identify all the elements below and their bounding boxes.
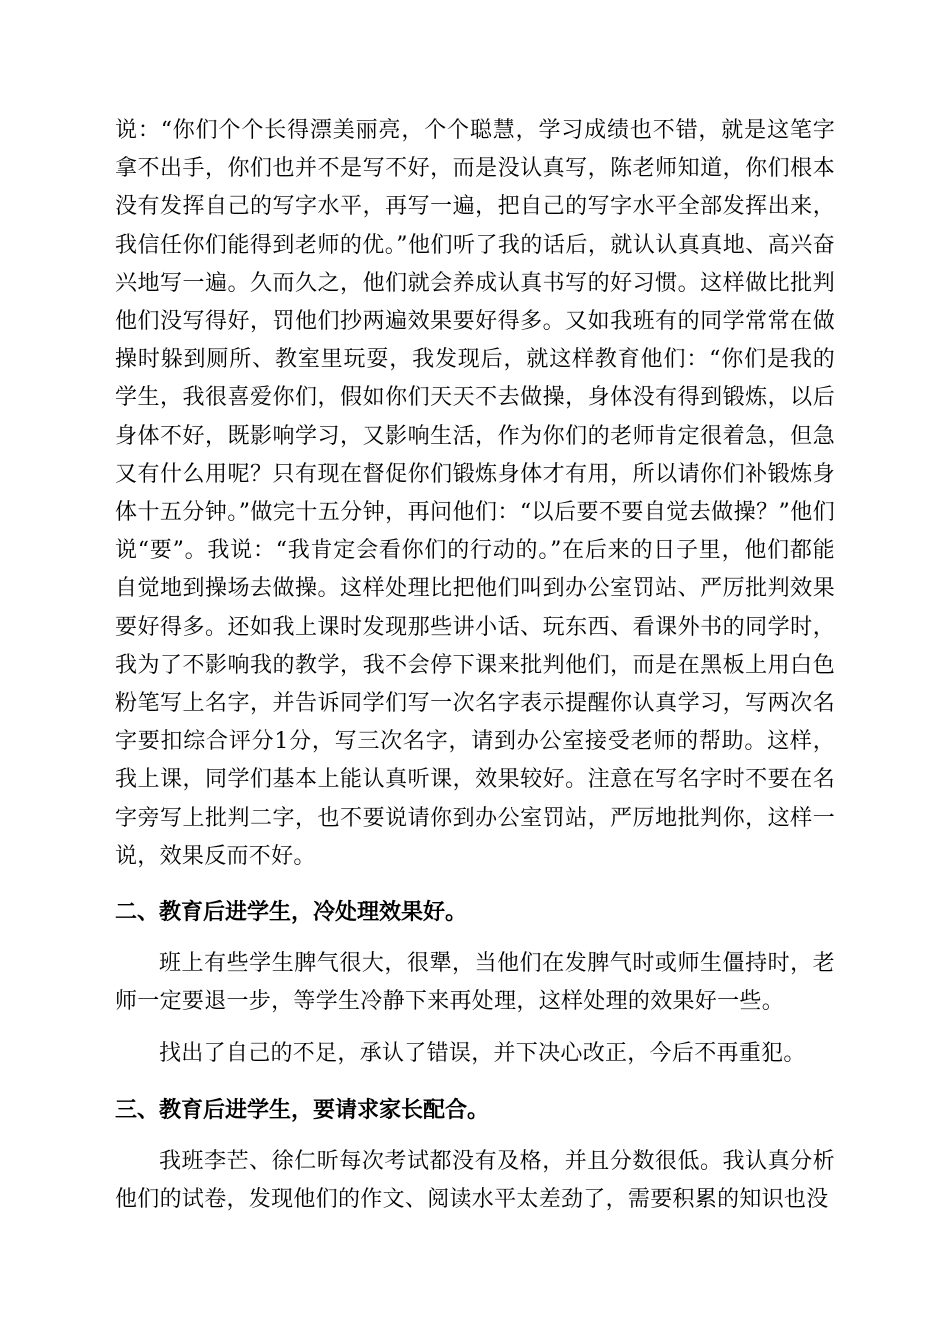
document-page — [115, 112, 835, 1219]
paragraph-continuation: 说：“你们个个长得漂美丽亮，个个聪慧，学习成绩也不错，就是这笔字拿不出手，你们也并不是写不好，而是没认真写，陈老师知道，你们根本没有发挥自己的写字水平，再写一遍，把自己的写字水平全部发挥出来，我信任你们能得到老师的优。”他们听了我的话后，就认认真真地、高兴奋兴地写一遍。久而久之，他们就会养成认真书写的好习惯。这样做比批判他们没写得好，罚他们抄两遍效果要好得多。又如我班有的同学常常在做操时躲到厕所、教室里玩耍，我发现后，就这样教育他们：“你们是我的学生，我很喜爱你们，假如你们天天不去做操，身体没有得到锻炼，以后身体不好，既影响学习，又影响生活，作为你们的老师肯定很着急，但急又有什么用呢？只有现在督促你们锻炼身体才有用，所以请你们补锻炼身体十五分钟。”做完十五分钟，再问他们：“以后要不要自觉去做操？”他们说“要”。我说：“我肯定会看你们的行动的。”在后来的日子里，他们都能自觉地到操场去做操。这样处理比把他们叫到办公室罚站、严厉批判效果要好得多。还如我上课时发现那些讲小话、玩东西、看课外书的同学时，我为了不影响我的教学，我不会停下课来批判他们，而是在黑板上用白色粉笔写上名字，并告诉同学们写一次名字表示提醒你认真学习，写两次名字要扣综合评分1分，写三次名字，请到办公室接受老师的帮助。这样，我上课，同学们基本上能认真听课，效果较好。注意在写名字时不要在名字旁写上批判二字，也不要说请你到办公室罚站，严厉地批判你，这样一说，效果反而不好。 — [115, 118, 835, 869]
section-heading-two: 二、教育后进学生，冷处理效果好。 — [115, 899, 468, 926]
paragraph-parent-cooperation: 我班李芒、徐仁昕每次考试都没有及格，并且分数很低。我认真分析他们的试卷，发现他们的作文、阅读水平太差劲了，需要积累的知识也没 — [115, 1148, 835, 1212]
paragraph-admit-mistakes: 找出了自己的不足，承认了错误，并下决心改正，今后不再重犯。 — [159, 1041, 806, 1067]
paragraph-cold-handling: 班上有些学生脾气很大，很犟，当他们在发脾气时或师生僵持时，老师一定要退一步，等学生冷静下来再处理，这样处理的效果好一些。 — [115, 951, 835, 1015]
section-heading-three: 三、教育后进学生，要请求家长配合。 — [115, 1096, 490, 1123]
